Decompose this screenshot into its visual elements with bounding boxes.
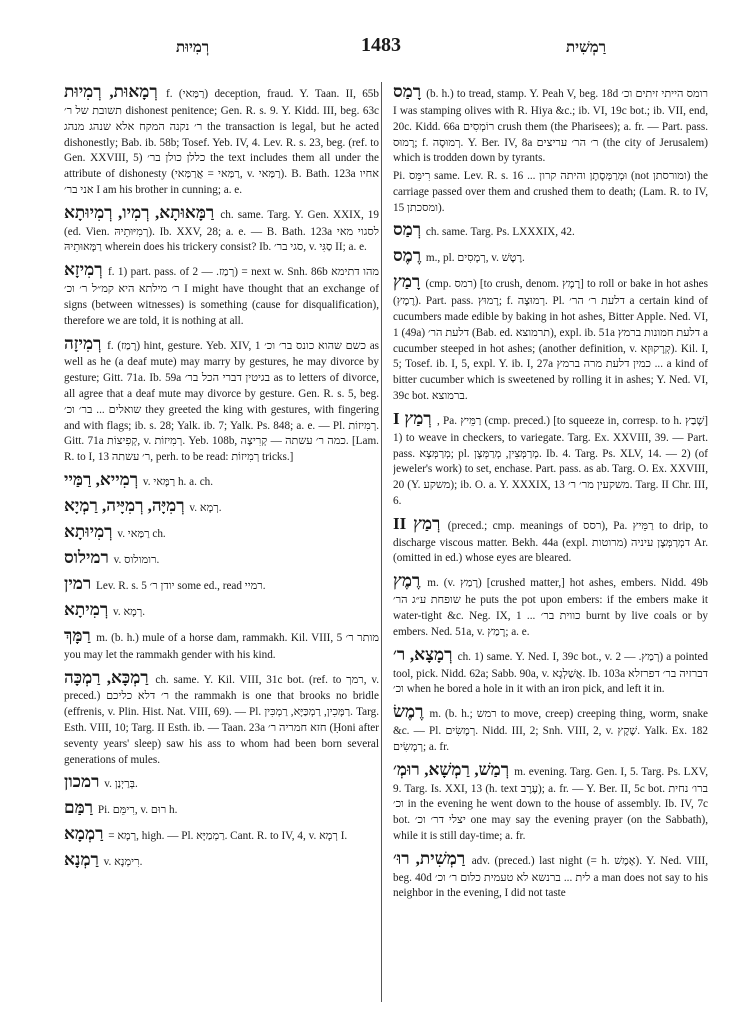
entry-definition: v. רַמָּאי h. a. ch. bbox=[142, 475, 214, 488]
entry-definition: (cmp. רמס) [to crush, denom. רֶמֶץ] to roll or bake in hot ashes (רֶמֶץ). Part. pass. רָמוּץ; f. רְמוּצָה. Pl. דלעת ר׳ הר׳ a certain kind of cucumbers made edible by baking in hot ashes, Bitter Apple. Ned. VI, 1 (49a) דלעת הר׳ (Bab. ed. תרמוצא), expl. ib. 51a דלעת חמונות ברמץ a cucumber steeped in hot ashes; (another definition, v. קְרָקוּזָא). Kil. I, 5; Tosef. ib. I, 5, expl. Y. ib. I, 27a כמין דלעת מרה ברמץ ... a kind of bitter cucumber which is sweetened by rolling it in ashes; Y. Ned. VI, 39c bot. ברמוצא. bbox=[393, 278, 708, 403]
entry-definition: v. רִימְנָא. bbox=[103, 856, 143, 869]
entry-headword: רְמִיוּתָא bbox=[64, 521, 113, 541]
entry-definition: ch. same. Targ. Y. Gen. XXIX, 19 (ed. Vien. רְמִיּוּתֵיהּ). Ib. XXV, 28; a. e. — B. Bath. 123a לסגוי מאי רַמָּאוּתֵיהּ wherein does his trickery consist? Ib. סגי בר׳, v. סַגִּי II; a. e. bbox=[64, 208, 379, 254]
entry-headword: רְמַס bbox=[393, 220, 422, 240]
entry-headword: רְמִייא, רַמַּיי bbox=[64, 469, 139, 489]
entry-definition: ch. same. Y. Kil. VIII, 31c bot. (ref. to רמך, v. preced.) ר׳ דלא כליכם the rammakh is one that brooks no bridle (effrenis, v. Plin. Hist. Nat. VIII, 69). — Pl. רַמָּכִין, רַמְכַּיָּא, רַמְכִּין. Targ. Esth. VIII, 10; Targ. II Esth. ib. — Taan. 23a חזא חמריה ר׳ (Ḥoni after seventy years' sleep) saw his ass to whom had been born several generations of mules. bbox=[64, 673, 379, 766]
entry-definition: = רְמָא, high. — Pl. רַמְמַיָּא. Cant. R. to IV, 4, v. רְמָא I. bbox=[108, 830, 348, 843]
dictionary-entry bbox=[64, 332, 379, 466]
dictionary-entry bbox=[64, 848, 379, 872]
entry-definition: m. (v. רָמַץ) [crushed matter,] hot ashes, embers. Nidd. 49b שופחת ע״ג הר׳ he puts the pot upon embers: if the embers make it water-tight &c. Neg. IX, 1 ... כווית בר׳ burnt by live coals or by embers. Ned. 51a, v. רָמַץ; a. e. bbox=[393, 577, 708, 638]
dictionary-entry bbox=[64, 822, 379, 846]
running-header bbox=[56, 30, 706, 60]
entry-headword: רָמַס bbox=[393, 82, 422, 101]
entry-headword: רְמַץ I bbox=[393, 408, 432, 428]
dictionary-entry bbox=[393, 244, 708, 268]
entry-headword: רֶמֶשׂ bbox=[393, 702, 424, 722]
entry-definition: v. רְמָא. bbox=[112, 605, 146, 618]
dictionary-entry bbox=[64, 624, 379, 664]
entry-definition: m. (b. h.) mule of a horse dam, rammakh. Kil. VIII, 5 מותר ר׳ you may let the rammakh gender with his kind. bbox=[64, 631, 379, 661]
entry-headword: רמילוס bbox=[64, 547, 109, 567]
entry-headword: רמין bbox=[64, 573, 92, 593]
left-column bbox=[64, 80, 379, 1005]
entry-definition: m., pl. רְמָסִים, v. רֶטֶשׁ. bbox=[425, 252, 525, 265]
dictionary-entry bbox=[393, 512, 708, 568]
entry-headword: רָמַץ bbox=[393, 272, 421, 292]
dictionary-entry bbox=[393, 847, 708, 903]
dictionary-entry bbox=[393, 700, 708, 756]
entry-headword: רַמְנָא bbox=[64, 850, 99, 870]
entry-definition: Pi. רִימֵּס same. Lev. R. s. 16 ... וּמְרַמְּסָתָן והיתה קרון (not ומורסתן) the carriage passed over them and crushed them to death; (Lam. R. to IV, 15 ומסכתן). bbox=[393, 170, 708, 214]
dictionary-entry bbox=[393, 758, 708, 845]
dictionary-entry bbox=[64, 572, 379, 596]
entry-headword: רְמִיתָא bbox=[64, 599, 109, 619]
entry-headword: רַמְשִׁית, רוּ׳ bbox=[393, 848, 466, 868]
dictionary-entry bbox=[64, 201, 379, 257]
right-column bbox=[393, 80, 708, 1005]
entry-definition: (b. h.) to tread, stamp. Y. Peah V, beg. 18d רומס הייתי זיתים וכ׳ I was stamping olives with R. Hiya &c.; ib. VI, 19c bot.; ib. VII, end, 20c. Kidd. 66a רוֹמְסִים crush them (the Pharisees); a. fr. — Part. pass. רָמוּס; f. רְמוּסָה. Y. Ber. IV, 8a ר׳ הר׳ עריצים (the city of Jerusalem) which is trodden down by tyrants. bbox=[393, 88, 708, 165]
entry-headword: רְמָצָא, ר׳ bbox=[393, 644, 453, 664]
entry-definition: , Pa. רַמֵּיץ (cmp. preced.) [to squeeze in, corresp. to h. שָׁבַץ] 1) to weave in checkers, to variegate. Targ. Ex. XXVIII, 39. — Part. pass. מְרַמְּצָא; pl. מְרַמְּצִין, מְרַמְּצָן. Ib. 4. Targ. Ps. XLV, 14. — 2) (of jeweler's work) to set, enchase. Part. pass. as ab. Targ. O. Ex. XXVIII, 20 (Y. משקע); ib. O. a. Y. XXXIX, 13 משקעין מר׳ ר׳. Targ. II Chr. III, 6. bbox=[393, 414, 708, 507]
dictionary-entry bbox=[64, 494, 379, 518]
entry-definition: v. רְמָא. bbox=[189, 501, 222, 514]
dictionary-entry bbox=[393, 643, 708, 699]
dictionary-entry bbox=[393, 169, 708, 216]
entry-headword: רְמָאוּת, רְמִיוּת bbox=[64, 82, 158, 101]
entry-definition: v. רומולוס. bbox=[113, 553, 160, 566]
dictionary-entry bbox=[393, 569, 708, 640]
entry-headword: רמכון bbox=[64, 772, 100, 792]
dictionary-entry bbox=[64, 666, 379, 769]
dictionary-entry bbox=[393, 407, 708, 510]
entry-definition: f. (רָמַז) hint, gesture. Yeb. XIV, 1 כשם שהוא כונס בר׳ וכ׳ as well as he (a deaf mute) may marry by gestures, he may divorce by gesture; Gitt. 71a. Ib. 59a בגיטין דברי הכל בר׳ as to letters of divorce, all agree that a deaf mute may divorce by gesture. Gen. R. s. 5, beg. שואלים ... בר׳ וכ׳ they greeted the king with gestures, with fingering and with flags; ib. s. 28; Yalk. ib. 7; Yalk. Ps. 848; a. e. — Pl. רְמִיזוֹת. Gitt. 71a קְפִיצוֹת, v. רְמִיזוֹת. Yeb. 108b, כמה ר׳ עשתה — קְרִיצָה. [Lam. R. to I, 13 ר׳ עשתה, perh. to be read: רְמִיזוֹת tricks.] bbox=[64, 339, 379, 464]
page-number: 1483 bbox=[361, 34, 401, 56]
entry-headword: רַמָּךְ bbox=[64, 625, 91, 645]
entry-definition: ch. 1) same. Y. Ned. I, 39c bot., v. רְמַץ. — 2) a pointed tool, pick. Nidd. 62a; Sabb. 90a, v. אֲשַׁלְגָא. Ib. 103a דברזיה בר׳ דפרזלא וכ׳ when he bored a hole in it with an iron pick, and left it in. bbox=[393, 650, 708, 696]
entry-definition: m. evening. Targ. Gen. I, 5. Targ. Ps. LXV, 9. Targ. Is. XXI, 13 (h. text עֶרֶב); a. fr. — Y. Ber. II, 5c bot. ברו׳ נחית וכ׳ in the evening he went down to the house of assembly. Ib. IV, 7c bot. יצלי דר׳ וכ׳ one may say the evening prayer (on the Sabbath), while it is still day-time; a. fr. bbox=[393, 765, 708, 842]
entry-definition: v. רַמַּאי ch. bbox=[117, 527, 166, 540]
entry-definition: Pi. רִימֵּם, v. רוּם h. bbox=[97, 804, 178, 817]
dictionary-entry bbox=[64, 520, 379, 544]
entry-definition: adv. (preced.) last night (= h. אֶמֶשׁ). Y. Ned. VIII, beg. 40d לית ... ברנשא לא טעמית כלום ר׳ וכ׳ a man does not say to his neighbor in the evening, I did not taste bbox=[393, 854, 708, 900]
entry-headword: רַמָּאוּתָא, רְמִיו, רְמִיוּתָא bbox=[64, 202, 215, 222]
entry-definition: f. 1) part. pass. of רְמַז. — 2) = next w. Snh. 86b מהו דתימא ר׳ מילתא היא קמ״ל ר׳ וכ׳ I might have thought that an exchange of signs (between witnesses) is something (cause for disqualification), therefore we are told, it is nothing at all. bbox=[64, 266, 379, 327]
dictionary-entry bbox=[393, 218, 708, 242]
entry-headword: רֶמֶץ bbox=[393, 571, 421, 591]
dictionary-entry bbox=[64, 258, 379, 329]
column-divider bbox=[381, 82, 382, 1002]
dictionary-entry bbox=[64, 80, 379, 199]
entry-definition: f. (רַמַּאי) deception, fraud. Y. Taan. II, 65b תשובת של ר׳ dishonest penitence; Gen. R. s. 9. Y. Kidd. III, beg. 63c ר׳ נקנה המקח אלא שנהג מנהג the transaction is legal, but he acted dishonestly; Bab. ib. 58b; Tosef. Yeb. IV, 4. Lev. R. s. 23, beg. (ref. to Gen. XXVIII, 5) כללן כולן בר׳ the text includes them all under the attribute of dishonesty (רַמַּאי = אֲרַמַּאי, v. רַמַּאי). B. Bath. 123a אחיו אני בר׳ I am his brother in cunning; a. e. bbox=[64, 88, 379, 196]
entry-definition: m. (b. h.; רמש to move, creep) creeping thing, worm, snake &c. — Pl. רְמָשִׂים. Nidd. III, 2; Snh. VIII, 2, v. שֶׁקֶץ. Yalk. Ex. 182 רְמָשִׂים; a. fr. bbox=[393, 708, 708, 753]
entry-headword: רַמְמָא bbox=[64, 824, 104, 844]
entry-headword: רְמִיזָא bbox=[64, 260, 103, 280]
dictionary-entry bbox=[64, 796, 379, 820]
right-running-head: רַמְשִׁית bbox=[566, 40, 606, 56]
entry-headword: רַמַּם bbox=[64, 798, 94, 818]
entry-headword: רַמְכָּא, רַמְכָּה bbox=[64, 667, 149, 687]
left-running-head: רְמִיוּת bbox=[176, 40, 210, 56]
entry-headword: רְמַשׁ, רַמְשָׁא, רוּמְ׳ bbox=[393, 759, 510, 779]
entry-definition: (preced.; cmp. meanings of רסס), Pa. רַמֵּיץ to drip, to discharge viscous matter. Bekh. 44a (expl. מרוטות) דמְרַמְּצָן עיניה Ar. (omitted in ed.) whose eyes are bleared. bbox=[393, 519, 708, 565]
dictionary-entry bbox=[64, 468, 379, 492]
entry-headword: רֶמֶס bbox=[393, 246, 422, 266]
dictionary-entry bbox=[64, 598, 379, 622]
dictionary-entry bbox=[393, 80, 708, 167]
entry-definition: v. בְּרַיְנַן. bbox=[104, 778, 138, 791]
entry-headword: רְמַץ II bbox=[393, 513, 441, 533]
entry-headword: רְמִיזָה bbox=[64, 333, 102, 353]
entry-headword: רְמִיָּה, רְמִיָּיה, רַמְיָא bbox=[64, 495, 185, 515]
dictionary-entry bbox=[64, 546, 379, 570]
dictionary-entry bbox=[393, 270, 708, 404]
entry-definition: Lev. R. s. 5 יודן ר׳ some ed., read רמיי. bbox=[96, 579, 266, 592]
dictionary-entry bbox=[64, 770, 379, 794]
entry-definition: ch. same. Targ. Ps. LXXXIX, 42. bbox=[425, 226, 575, 239]
